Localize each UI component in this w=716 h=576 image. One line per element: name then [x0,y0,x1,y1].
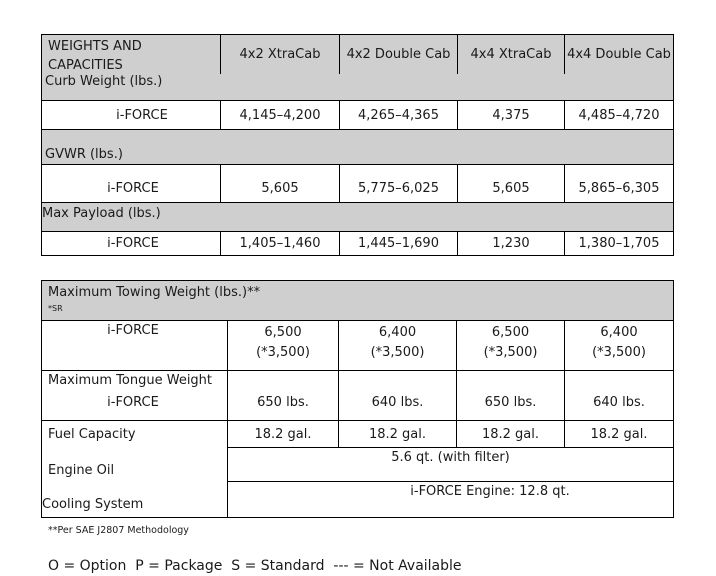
row-label: Fuel Capacity [48,426,136,442]
table-cell: 4,145–4,200 [239,107,321,123]
table-cell: 6,500 (*3,500) [256,325,310,360]
table-cell: 18.2 gal. [481,426,540,442]
table-cell: 4,375 [492,107,530,123]
table-cell: 1,230 [492,236,530,251]
row-label: i-FORCE [107,180,159,196]
table-cell: 18.2 gal. [590,426,648,442]
table-cell: 640 lbs. [371,395,424,410]
table-cell: 5,605 [492,180,530,196]
table-cell: 6,400 (*3,500) [370,325,425,360]
row-label: i-FORCE [116,107,168,123]
section-title: Curb Weight (lbs.) [45,74,163,89]
table-cell: 4,265–4,365 [358,107,439,123]
table-cell: 1,405–1,460 [239,236,321,251]
towing-subtitle: *SR [48,304,63,313]
section-title: GVWR (lbs.) [45,147,123,162]
column-header: 4x4 Double Cab [567,47,671,62]
table-cell: 6,500 (*3,500) [483,325,538,360]
row-label: i-FORCE [107,323,159,338]
column-header: 4x2 XtraCab [239,47,321,62]
towing-title: Maximum Towing Weight (lbs.)** [48,285,261,300]
row-label: Engine Oil [48,463,115,478]
table-cell: 5,605 [261,180,299,196]
legend: O = Option P = Package S = Standard --- = Not Available [48,558,462,574]
table-cell: 6,400 (*3,500) [592,325,646,360]
table-cell: 4,485–4,720 [578,107,660,123]
table-cell: 5,865–6,305 [578,180,660,196]
column-header: 4x4 XtraCab [470,47,552,62]
table-cell: 1,445–1,690 [358,236,439,251]
table-cell: 650 lbs. [257,395,309,410]
row-sublabel: i-FORCE [107,395,159,410]
table-cell: 5,775–6,025 [358,180,439,196]
table-cell: 640 lbs. [593,395,645,410]
table-cell: 650 lbs. [484,395,537,410]
table-cell: 18.2 gal. [254,426,312,442]
table-cell: 18.2 gal. [368,426,427,442]
table-cell: i-FORCE Engine: 12.8 qt. [410,484,570,499]
table-cell: 5.6 qt. (with filter) [391,450,510,465]
table-cell: 1,380–1,705 [578,236,660,251]
row-label: Cooling System [42,497,144,512]
gvwr-band [41,130,673,164]
header-label: WEIGHTS AND CAPACITIES [48,39,142,73]
row-label: Maximum Tongue Weight [48,373,213,388]
section-title: Max Payload (lbs.) [42,206,161,221]
column-header: 4x2 Double Cab [346,47,451,62]
footnote: **Per SAE J2807 Methodology [48,525,189,536]
row-label: i-FORCE [107,236,159,251]
